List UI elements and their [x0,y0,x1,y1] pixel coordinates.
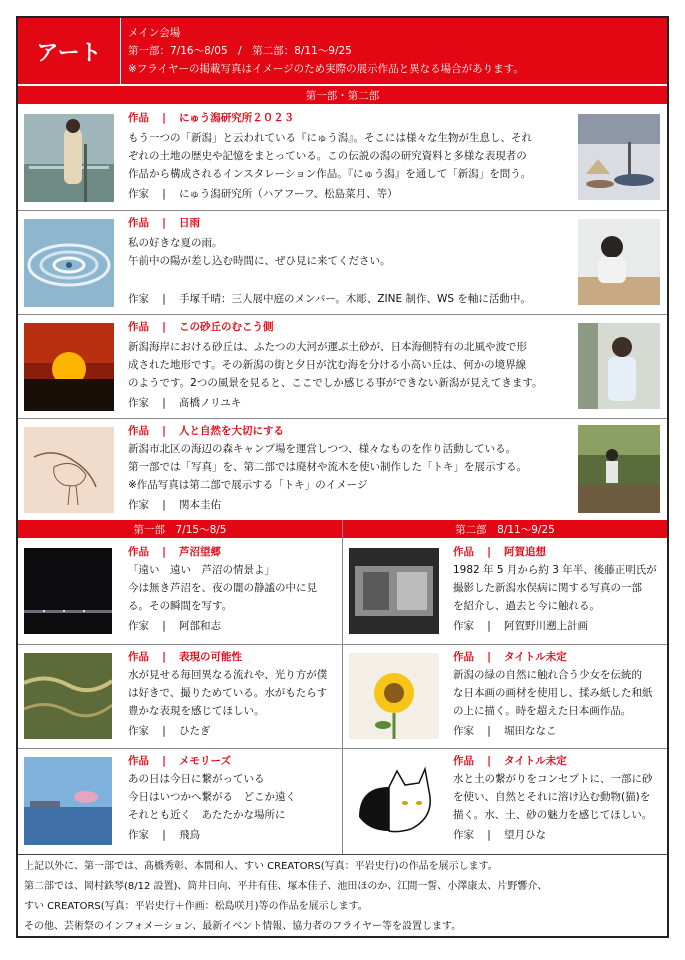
artist-label: 作家 [128,499,149,511]
artist-label: 作家 [128,829,149,841]
venue-label: メイン会場 [128,27,181,39]
artist-label: 作家 [453,829,474,841]
photo-artist-portrait [578,219,660,305]
work-title: タイトル未定 [504,755,567,767]
work-title: メモリーズ [179,755,231,767]
work-row-3: 作品 | この砂丘のむこう側 新潟海岸における砂丘は、ふたつの大河が運ぶ土砂が、日本海側特有の北風や波で形 成された地形です。その新潟の街と夕日が沈む海を分ける小高い丘は、何かの境界線 のようです。2つの風景を見ると、ここでしか感じる事ができない新潟が見えてきます。 作家 | 髙橋ノリユキ [18,314,667,418]
work-desc-line: 私の好きな夏の雨。 [128,237,223,249]
work-title: 表現の可能性 [179,651,242,663]
part2-heading: 第二部 8/11～9/25 [343,520,667,538]
artist-name: 手塚千晴：三人展中庭のメンバー。木彫、ZINE 制作、WS を軸に活動中。 [179,293,531,305]
work-desc-line: 水と土の繋がりをコンセプトに、一部に砂 [453,773,653,785]
work-title: にゅう潟研究所２０２３ [179,112,295,124]
work-desc-line: それとも近く あたたかな場所に [128,809,286,821]
work-desc-line: もう一つの「新潟」と云われている『にゅう潟』。そこには様々な生物が生息し、それ [128,132,533,144]
work-label: 作品 [128,112,149,124]
footer-line: 上記以外に、第一部では、髙橋秀彰、本間和人、すい CREATORS(写真：平岩史行)の作品を展示します。 [24,861,498,872]
work-desc-line: ※作品写真は第二部で展示する「トキ」のイメージ [128,479,368,491]
photo-artist-portrait [578,323,660,409]
part1-item-2: 作品 | 表現の可能性 水が見せる毎回異なる流れや、光り方が僕 は好きで、撮りためている。水がもたらす 豊かな表現を感じてほしい。 作家 | ひたぎ [18,644,342,748]
work-label: 作品 [128,425,149,437]
artist-label: 作家 [128,725,149,737]
work-label: 作品 [128,755,149,767]
part1-item-3: 作品 | メモリーズ あの日は今日に繋がっている 今日はいつかへ繋がる どこか遠く それとも近く あたたかな場所に 作家 | 飛鳥 [18,748,342,854]
work-desc-line: 作品から構成されるインスタレーション作品。『にゅう潟』を通して「新潟」を問う。 [128,168,532,180]
artist-name: 阿賀野川遡上計画 [504,620,588,632]
work-desc-line: のようです。2つの風景を見ると、ここでしか感じる事ができない新潟が見えてきます。 [128,377,543,389]
artist-label: 作家 [128,293,149,305]
artist-name: 髙橋ノリユキ [179,397,242,409]
work-row-2: 作品 | 日雨 私の好きな夏の雨。 午前中の陽が差し込む時間に、ぜひ見に来てください。 作家 | 手塚千晴：三人展中庭のメンバー。木彫、ZINE 制作、WS を軸に活動中。 [18,210,667,314]
work-desc-line: 新潟市北区の海辺の森キャンプ場を運営しつつ、様々なものを作り活動している。 [128,443,517,455]
work-desc-line: あの日は今日に繋がっている [128,773,265,785]
part2-item-1: 作品 | 阿賀追想 1982 年 5 月から約 3 年半、後藤正明氏が 撮影した新潟水俣病に関する写真の一部 を紹介し、過去と今に触れる。 作家 | 阿賀野川遡上計画 [343,540,667,644]
work-title: 阿賀追想 [504,546,546,558]
work-desc-line: 午前中の陽が差し込む時間に、ぜひ見に来てください。 [128,255,391,267]
photo-note: ※フライヤーの掲載写真はイメージのため実際の展示作品と異なる場合があります。 [128,63,524,75]
work-desc-line: 今は無き芦沼を、夜の闇の静謐の中に見 [128,582,317,594]
illustration-cat [349,757,439,845]
work-desc-line: の上に描く。時を超えた日本画作品。 [453,705,632,717]
work-label: 作品 [453,546,474,558]
work-desc-line: 新潟の緑の自然に触れ合う少女を伝統的 [453,669,642,681]
section-heading-both: 第一部・第二部 [18,86,667,104]
photo-water-ripples [24,219,114,307]
artist-label: 作家 [128,188,149,200]
work-desc-line: 水が見せる毎回異なる流れや、光り方が僕 [128,669,328,681]
photo-night-city [24,548,112,634]
photo-woman-by-lake [24,114,114,202]
work-desc-line: は好きで、撮りためている。水がもたらす [128,687,328,699]
footer-line: 第二部では、岡村鉄琴(8/12 設置)、筒井日向、平井有佳、塚本佳子、池田ほのか、江間一誓、小澤康太、片野響介、 [24,881,548,892]
work-desc-line: 描く。水、土、砂の魅力を感じてほしい。 [453,809,653,821]
work-title: この砂丘のむこう側 [179,321,274,333]
work-label: 作品 [128,546,149,558]
period-label: 第一部：7/16～8/05 / 第二部：8/11～9/25 [128,45,352,57]
work-desc-line: を紹介し、過去と今に触れる。 [453,600,600,612]
part2-item-3: 作品 | タイトル未定 水と土の繋がりをコンセプトに、一部に砂 を使い、自然とそれに溶け込む動物(猫)を 描く。水、土、砂の魅力を感じてほしい。 作家 | 望月ひな [343,748,667,854]
work-row-4: 作品 | 人と自然を大切にする 新潟市北区の海辺の森キャンプ場を運営しつつ、様々なものを作り活動している。 第一部では「写真」を、第二部では廃材や流木を使い制作した「トキ」を展示する。 ※作品写真は第二部で展示する「トキ」のイメージ 作家 | 関本圭佑 [18,418,667,518]
work-title: 芦沼望郷 [179,546,221,558]
artist-label: 作家 [453,620,474,632]
artist-name: 望月ひな [504,829,546,841]
footer-line: すい CREATORS(写真：平岩史行＋作画：松島咲月)等の作品を展示します。 [24,901,368,912]
sketch-ibis [24,427,114,513]
work-desc-line: 撮影した新潟水俣病に関する写真の一部 [453,582,642,594]
work-desc-line: な日本画の画材を使用し、揉み紙した和紙 [453,687,653,699]
footer-notes [18,854,667,939]
work-desc-line: を使い、自然とそれに溶け込む動物(猫)を [453,791,651,803]
painting-sunflower [349,653,439,739]
work-label: 作品 [128,321,149,333]
footer-line: その他、芸術祭のインフォメーション、最新イベント情報、協力者のフライヤー等を設置します。 [24,921,462,932]
work-desc-line: 成された地形です。その新潟の街と夕日が沈む海を分ける小高い丘は、何かの境界線 [128,359,527,371]
header [18,18,667,84]
photo-water-surface [24,653,112,739]
part1-heading: 第一部 7/15～8/5 [18,520,342,538]
artist-name: 堀田ななこ [504,725,557,737]
category-title: アート [36,40,102,66]
artwork-installation-image [578,114,660,200]
part1-item-1: 作品 | 芦沼望郷 「遠い 遠い 芦沼の情景よ」 今は無き芦沼を、夜の闇の静謐の中に見 る。その瞬間を写す。 作家 | 阿部和志 [18,540,342,644]
work-title: 人と自然を大切にする [179,425,284,437]
work-desc-line: る。その瞬間を写す。 [128,600,233,612]
header-info [128,24,524,78]
work-label: 作品 [128,217,149,229]
artist-name: 関本圭佑 [179,499,221,511]
photo-archival-bw [349,548,439,634]
artist-label: 作家 [128,620,149,632]
work-title: 日雨 [179,217,200,229]
photo-artist-in-forest [578,425,660,513]
work-desc-line: 新潟海岸における砂丘は、ふたつの大河が運ぶ土砂が、日本海側特有の北風や波で形 [128,341,527,353]
photo-sunset [24,323,114,411]
flyer-sheet [16,16,669,938]
work-desc-line: 今日はいつかへ繋がる どこか遠く [128,791,296,803]
part2-item-2: 作品 | タイトル未定 新潟の緑の自然に触れ合う少女を伝統的 な日本画の画材を使用し、揉み紙した和紙 の上に描く。時を超えた日本画作品。 作家 | 堀田ななこ [343,644,667,748]
work-label: 作品 [453,755,474,767]
artist-label: 作家 [453,725,474,737]
work-title: タイトル未定 [504,651,567,663]
artist-name: 阿部和志 [179,620,221,632]
header-divider [120,18,121,84]
work-desc-line: 第一部では「写真」を、第二部では廃材や流木を使い制作した「トキ」を展示する。 [128,461,527,473]
photo-seaside-dusk [24,757,112,845]
artist-label: 作家 [128,397,149,409]
artist-name: ひたぎ [179,725,211,737]
work-label: 作品 [128,651,149,663]
work-label: 作品 [453,651,474,663]
work-desc-line: 1982 年 5 月から約 3 年半、後藤正明氏が [453,564,657,576]
artist-name: 飛鳥 [179,829,200,841]
work-row-1: 作品 | にゅう潟研究所２０２３ もう一つの「新潟」と云われている『にゅう潟』。そこには様々な生物が生息し、それ ぞれの土地の歴史や記憶をまとっている。この伝説の潟の研究資料と多様な表現者の 作品から構成されるインスタレーション作品。『にゅう潟』を通して「新潟」を問う。 作家 | にゅう潟研究所（ハアフーフ、松島菜月、等） [18,106,667,210]
work-desc-line: 豊かな表現を感じてほしい。 [128,705,265,717]
artist-name: にゅう潟研究所（ハアフーフ、松島菜月、等） [179,188,398,200]
work-desc-line: ぞれの土地の歴史や記憶をまとっている。この伝説の潟の研究資料と多様な表現者の [128,150,527,162]
work-desc-line: 「遠い 遠い 芦沼の情景よ」 [128,564,275,576]
